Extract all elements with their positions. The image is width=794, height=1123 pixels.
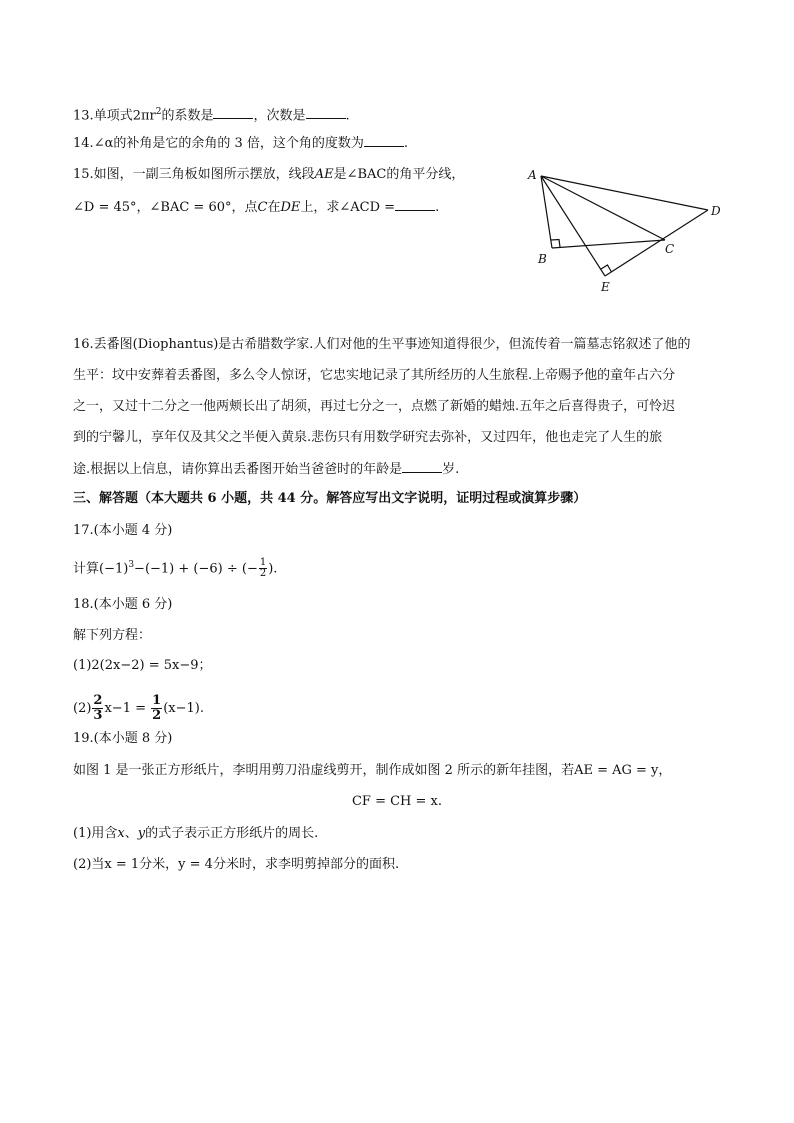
fraction-one-half [151, 694, 162, 723]
q15-text-1: 15.如图，一副三角板如图所示摆放，线段 [73, 167, 315, 182]
q13-expression: 2πr [132, 108, 156, 124]
q13-text-a: 单项式 [93, 108, 133, 124]
segment-ae [541, 176, 605, 276]
q13-number: 13. [73, 108, 94, 124]
q15-end: . [435, 200, 440, 215]
q15-point-c: C [257, 200, 268, 215]
q18-intro: 解下列方程： [73, 628, 152, 643]
label-c: C [665, 242, 675, 256]
denominator: 2 [152, 708, 162, 723]
q17-text-b: −(−1) + (−6) ÷ (− [134, 561, 258, 577]
segment-ab [541, 176, 552, 248]
q13-text-b: 的系数是 [161, 108, 214, 124]
q19-heading: 19.(本小题 8 分) [73, 731, 173, 746]
label-e: E [601, 280, 610, 294]
q16-text-5: 途.根据以上信息，请你算出丢番图开始当爸爸时的年龄是 [73, 462, 403, 477]
q16-line-2: 生平：坟中安葬着丢番图，多么令人惊讶，它忠实地记录了其所经历的人生旅程.上帝赐予他的童年占六分 [73, 368, 676, 383]
q16-line-1: 16.丢番图(Diophantus)是古希腊数学家.人们对他的生平事迹知道得很少，但流传着一篇墓志铭叙述了他的 [73, 337, 691, 352]
q17-expression [73, 556, 277, 579]
q17-text-c: ). [268, 561, 278, 577]
numerator: 2 [93, 693, 103, 708]
label-b: B [538, 252, 547, 266]
denominator: 2 [259, 568, 267, 580]
right-angle-mark-b [551, 240, 560, 248]
answer-blank[interactable] [402, 460, 442, 473]
question-15-line-2 [73, 198, 439, 217]
right-angle-mark-e [601, 265, 612, 272]
q13-end: . [345, 108, 350, 124]
q19-part-1 [73, 825, 318, 843]
answer-blank[interactable] [213, 106, 253, 119]
q16-line-4: 到的宁馨儿，享年仅及其父之半便入黄泉.悲伤只有用数学研究去弥补，又过四年，他也走完了人生的旅 [73, 430, 663, 445]
question-13 [73, 103, 350, 125]
q18-part-2-label: (2) [73, 701, 92, 716]
q13-exponent: 2 [155, 107, 162, 117]
q18-part-2 [73, 694, 204, 723]
q15-text-2a: ∠D = 45°，∠BAC = 60°，点 [73, 200, 258, 215]
numerator: 1 [259, 557, 267, 569]
q19-part-1-b: 的式子表示正方形纸片的周长. [145, 826, 319, 841]
question-15-line-1 [73, 166, 464, 184]
answer-blank[interactable] [306, 106, 346, 119]
question-14 [73, 134, 408, 153]
q17-heading: 17.(本小题 4 分) [73, 523, 173, 538]
q19-text-line-1: 如图 1 是一张正方形纸片，李明用剪刀沿虚线剪开，制作成如图 2 所示的新年挂图，若AE = AG = y， [73, 763, 672, 778]
q19-text-line-2: CF = CH = x. [351, 794, 443, 809]
q18-part-2-text: x−1 = [104, 701, 146, 716]
q17-text-a: 计算(−1) [73, 561, 129, 577]
q17-exponent: 3 [128, 560, 135, 570]
segment-ad [541, 176, 708, 210]
q18-heading: 18.(本小题 6 分) [73, 597, 173, 612]
label-a: A [528, 168, 537, 182]
q15-text-1b: 是∠BAC的角平分线， [333, 167, 465, 182]
q15-segment-ae: AE [314, 167, 334, 182]
q16-line-3: 之一，又过十二分之一他两颊长出了胡须，再过七分之一，点燃了新婚的蜡烛.五年之后喜得贵子，可怜迟 [73, 399, 676, 414]
q15-text-2b: 在 [267, 200, 281, 215]
q19-part-2: (2)当x = 1分米，y = 4分米时，求李明剪掉部分的面积. [73, 857, 400, 872]
denominator: 3 [93, 708, 103, 723]
variable-y: y [137, 826, 146, 841]
fraction-two-thirds [92, 694, 103, 723]
q14-number: 14. [73, 136, 94, 151]
q14-text: ∠α的补角是它的余角的 3 倍，这个角的度数为 [93, 136, 364, 151]
fraction-one-half [259, 558, 267, 579]
q15-text-2c: 上，求∠ACD = [300, 200, 396, 215]
section-3-heading: 三、解答题（本大题共 6 小题，共 44 分。解答应写出文字说明，证明过程或演算步骤） [73, 491, 587, 506]
segment-bc [552, 240, 665, 248]
segment-ac [541, 176, 665, 240]
separator: 、 [124, 826, 138, 841]
q14-end: . [403, 136, 409, 151]
q19-part-1-a: (1)用含 [73, 826, 118, 841]
triangle-figure [515, 163, 735, 298]
q15-segment-de: DE [280, 200, 301, 215]
numerator: 1 [152, 693, 162, 708]
q18-part-1: (1)2(2x−2) = 5x−9； [73, 658, 212, 673]
q16-line-5 [73, 460, 459, 479]
answer-blank[interactable] [395, 198, 435, 211]
answer-blank[interactable] [364, 134, 404, 147]
label-d: D [711, 204, 721, 218]
variable-x: x [117, 826, 125, 841]
q18-part-2-end: (x−1). [163, 701, 204, 716]
q16-unit: 岁. [442, 462, 460, 477]
q13-text-c: ，次数是 [253, 108, 306, 124]
